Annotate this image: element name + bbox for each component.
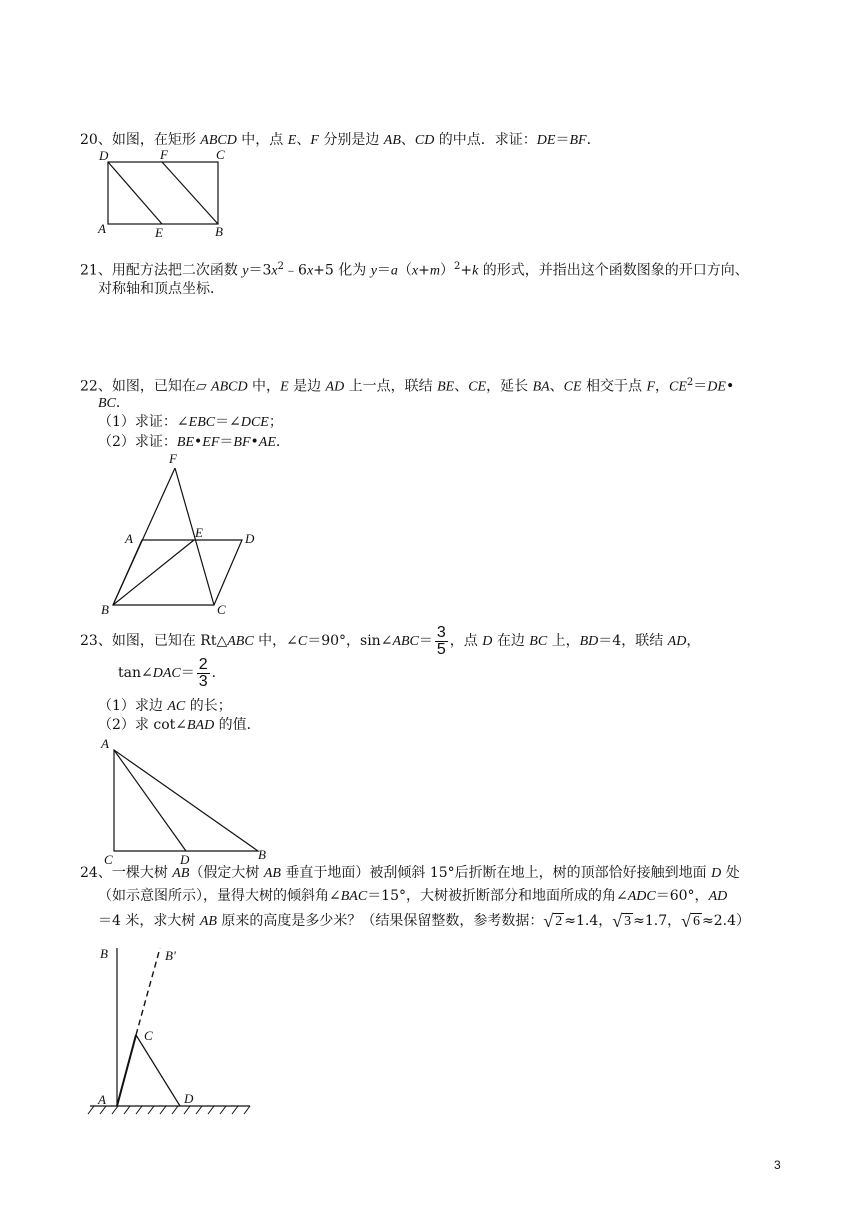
q22-part2: （2）求证：BE•EF＝BF•AE． <box>98 434 290 450</box>
page-number: 3 <box>774 1158 781 1172</box>
q24-text-line2: （如示意图所示），量得大树的倾斜角∠BAC＝15°，大树被折断部分和地面所成的角∠ADC＝60°，AD <box>98 888 728 904</box>
q22-label-C: C <box>217 602 226 617</box>
sqrt-3: √ 3 <box>612 911 632 931</box>
q24-text-line3: ＝4 米，求大树 AB 原来的高度是多少米？（结果保留整数，参考数据：√ 2 ≈1.4，√ 3 ≈1.7，√ 6 ≈2.4） <box>98 911 751 931</box>
q22-text-line1: 22、如图，已知在▱ ABCD 中，E 是边 AD 上一点，联结 BE、CE，延长 BA、CE 相交于点 F，$CE^2=DE•$ <box>80 377 735 395</box>
q23-fraction-sin: $\frac{3}{5}$ <box>436 623 446 658</box>
q22-parallelogram-figure <box>96 448 266 618</box>
q20-label-E: E <box>155 225 163 240</box>
q22-label-F: F <box>169 451 177 466</box>
q20-label-D: D <box>99 148 109 163</box>
q23-text-line1: 23、如图，已知在 Rt△ABC 中，∠C＝90°，sin∠ABC＝ $\frac{3}{5}$ ，点 D 在边 BC 上，BD＝4，联结 AD， <box>80 623 701 658</box>
q24-tree-figure <box>86 940 266 1120</box>
q23-part2: （2）求 cot∠BAD 的值． <box>98 717 261 733</box>
q20-label-B: B <box>215 224 223 239</box>
q24-text-line1: 24、一棵大树 AB（假定大树 AB 垂直于地面）被刮倾斜 15°后折断在地上，树的顶部恰好接触到地面 D 处 <box>80 865 740 881</box>
q21-text-line1: 21、用配方法把二次函数 $y=3x^2﹣6x+5$ 化为 $y=a(x+m)^2+k$ 的形式，并指出这个函数图象的开口方向、 <box>80 261 749 279</box>
q23-label-A: A <box>101 736 109 751</box>
q22-label-E: E <box>195 525 203 540</box>
q22-label-A: A <box>125 531 133 546</box>
q24-label-C: C <box>144 1028 153 1043</box>
q24-label-B: B <box>100 946 108 961</box>
q23-label-C: C <box>104 852 113 867</box>
q20-label-C: C <box>216 147 225 162</box>
q23-fraction-tan: $\frac{2}{3}$ <box>198 655 208 690</box>
q20-rectangle-figure <box>96 144 236 240</box>
q24-label-D: D <box>184 1091 194 1106</box>
q23-part1: （1）求边 AC 的长； <box>98 698 232 714</box>
q20-label-F: F <box>160 147 168 162</box>
q24-label-A: A <box>98 1092 106 1107</box>
q20-label-A: A <box>98 221 106 236</box>
q22-text-line2: BC． <box>98 395 130 411</box>
q23-label-D: D <box>180 852 190 867</box>
q20-text: 20、如图，在矩形 ABCD 中，点 E、F 分别是边 AB、CD 的中点．求证：DE＝BF． <box>80 132 601 148</box>
q22-label-D: D <box>245 531 255 546</box>
q23-text-line2: tan∠DAC＝ $\frac{2}{3}$ ． <box>118 655 226 690</box>
q22-part1: （1）求证：∠EBC＝∠DCE； <box>98 414 283 430</box>
q23-label-B: B <box>258 847 266 862</box>
sqrt-2: √ 2 <box>543 911 563 931</box>
sqrt-6: √ 6 <box>681 911 701 931</box>
q23-triangle-figure <box>96 736 276 866</box>
q24-label-B-prime: B' <box>165 948 176 963</box>
q22-label-B: B <box>101 602 109 617</box>
q21-text-line2: 对称轴和顶点坐标． <box>98 281 224 297</box>
